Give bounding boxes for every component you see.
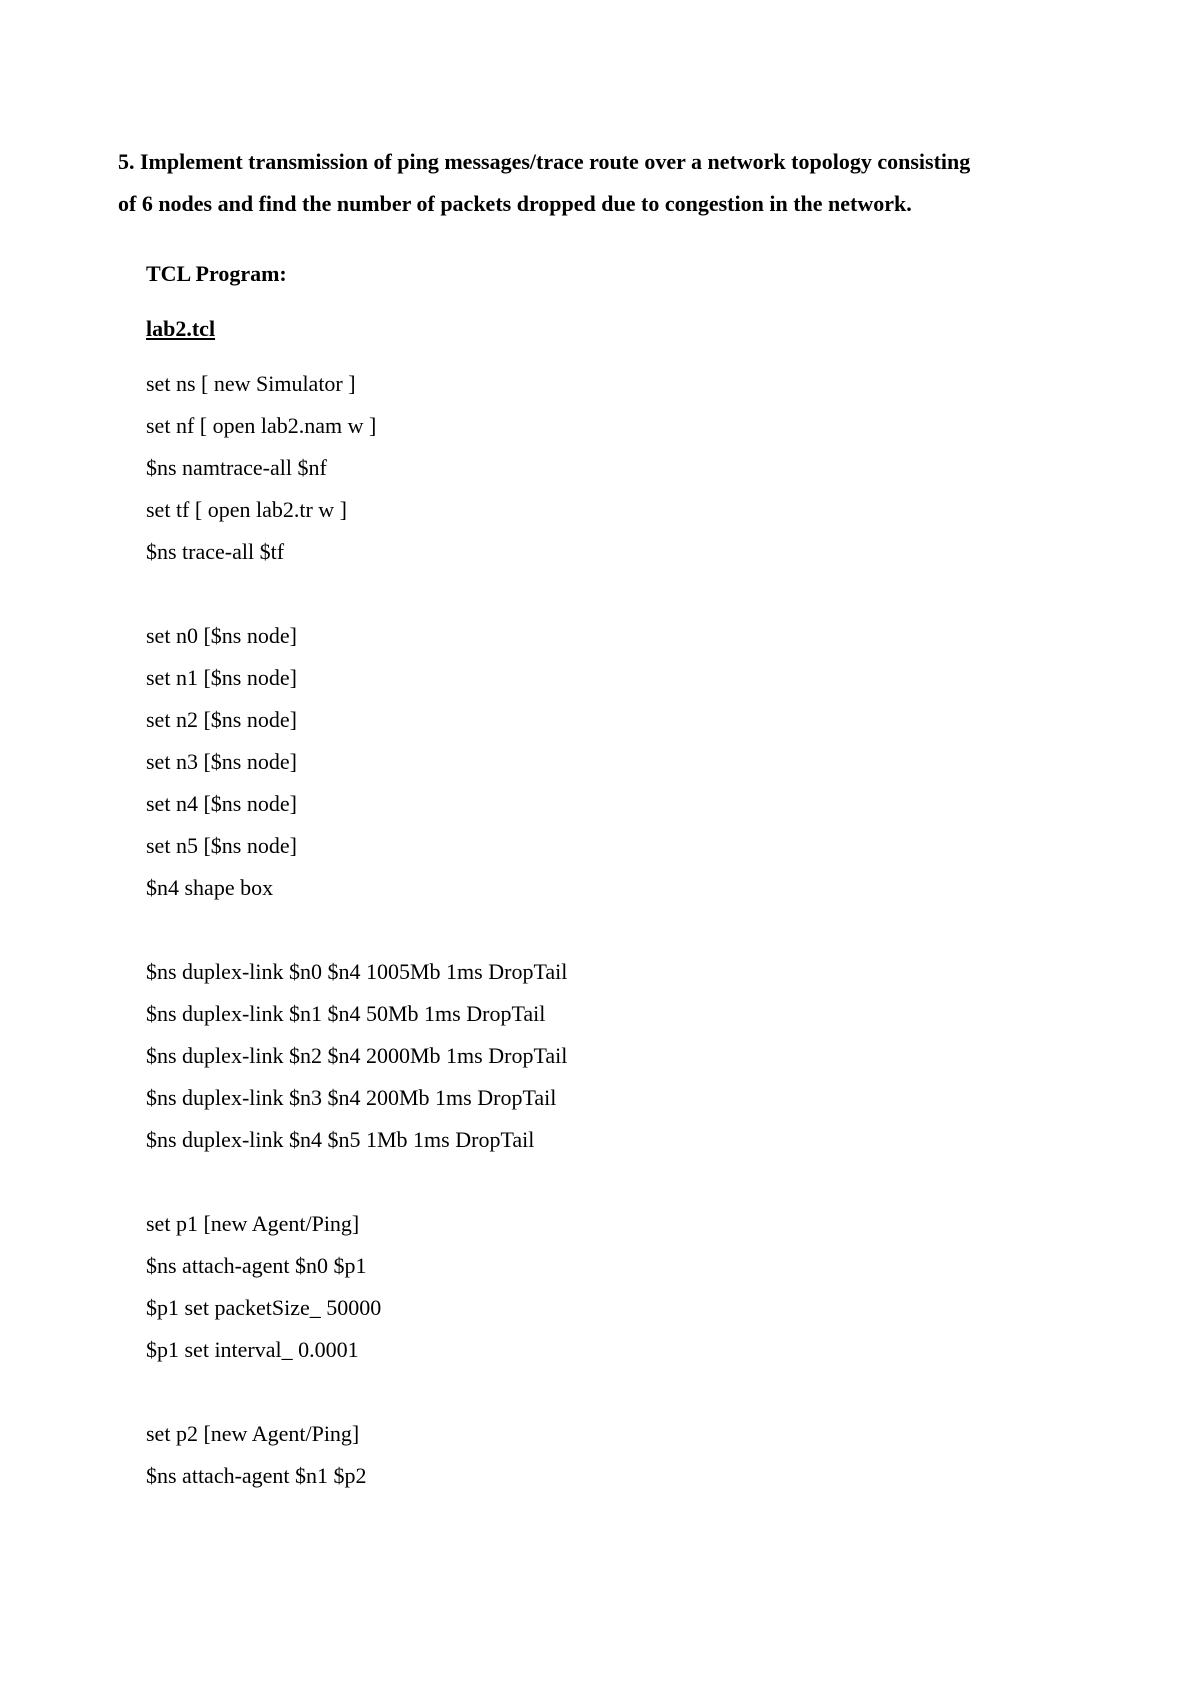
code-line: set n2 [$ns node]	[146, 707, 297, 732]
code-block	[146, 370, 1046, 1504]
code-line: $p1 set packetSize_ 50000	[146, 1295, 382, 1320]
code-line: $ns duplex-link $n4 $n5 1Mb 1ms DropTail	[146, 1127, 535, 1152]
code-line: $p1 set interval_ 0.0001	[146, 1337, 359, 1362]
code-line: set n0 [$ns node]	[146, 623, 297, 648]
code-line: set n3 [$ns node]	[146, 749, 297, 774]
code-line: $ns attach-agent $n0 $p1	[146, 1253, 367, 1278]
code-line	[146, 580, 1046, 622]
code-line	[146, 1168, 1046, 1210]
code-line: $ns attach-agent $n1 $p2	[146, 1463, 367, 1488]
question-heading-line-1: 5. Implement transmission of ping messages/trace route over a network topology consisting	[118, 149, 971, 174]
code-line: $n4 shape box	[146, 875, 274, 900]
code-line: set ns [ new Simulator ]	[146, 371, 356, 396]
code-line: set nf [ open lab2.nam w ]	[146, 413, 377, 438]
code-line: set n4 [$ns node]	[146, 791, 297, 816]
section-label: TCL Program:	[146, 261, 287, 286]
code-line: set tf [ open lab2.tr w ]	[146, 497, 347, 522]
code-line: set n5 [$ns node]	[146, 833, 297, 858]
code-line: set n1 [$ns node]	[146, 665, 297, 690]
code-line: $ns duplex-link $n0 $n4 1005Mb 1ms DropTail	[146, 959, 568, 984]
question-heading-line-2: of 6 nodes and find the number of packets dropped due to congestion in the network.	[118, 191, 912, 216]
code-line: $ns namtrace-all $nf	[146, 455, 327, 480]
code-line: $ns duplex-link $n1 $n4 50Mb 1ms DropTail	[146, 1001, 546, 1026]
code-line: set p2 [new Agent/Ping]	[146, 1421, 360, 1446]
code-line: $ns trace-all $tf	[146, 539, 285, 564]
code-line	[146, 916, 1046, 958]
file-name: lab2.tcl	[146, 316, 216, 341]
code-line: $ns duplex-link $n3 $n4 200Mb 1ms DropTail	[146, 1085, 557, 1110]
code-line: set p1 [new Agent/Ping]	[146, 1211, 360, 1236]
code-line: $ns duplex-link $n2 $n4 2000Mb 1ms DropTail	[146, 1043, 568, 1068]
code-line	[146, 1378, 1046, 1420]
